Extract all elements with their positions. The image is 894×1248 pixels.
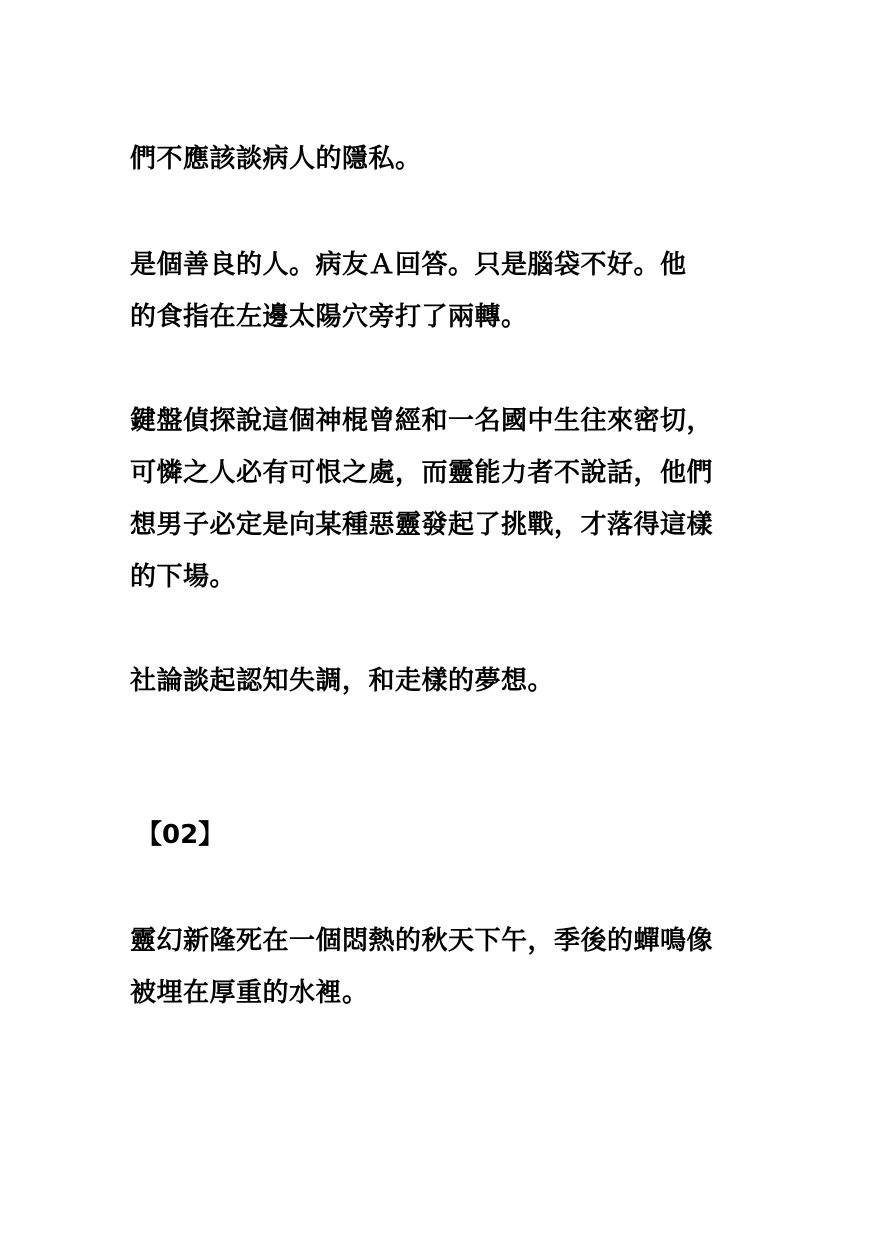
paragraph-3-line-2: 可憐之人必有可恨之處，而靈能力者不說話，他們	[130, 458, 714, 488]
paragraph-2-line-1: 是個善良的人。病友Ａ回答。只是腦袋不好。他	[130, 250, 687, 280]
section-paragraph-1-line-1: 靈幻新隆死在一個悶熱的秋天下午，季後的蟬鳴像	[130, 926, 714, 956]
paragraph-3-line-3: 想男子必定是向某種惡靈發起了挑戰，才落得這樣	[130, 510, 714, 540]
paragraph-2-line-2: 的食指在左邊太陽穴旁打了兩轉。	[130, 302, 528, 332]
paragraph-3-line-4: 的下場。	[130, 562, 237, 592]
paragraph-4-line-1: 社論談起認知失調，和走樣的夢想。	[130, 666, 555, 696]
section-paragraph-1-line-2: 被埋在厚重的水裡。	[130, 978, 369, 1008]
paragraph-1-line-1: 們不應該談病人的隱私。	[130, 144, 422, 174]
paragraph-3-line-1: 鍵盤偵探說這個神棍曾經和一名國中生往來密切，	[130, 406, 714, 436]
section-heading: 【02】	[136, 820, 225, 850]
